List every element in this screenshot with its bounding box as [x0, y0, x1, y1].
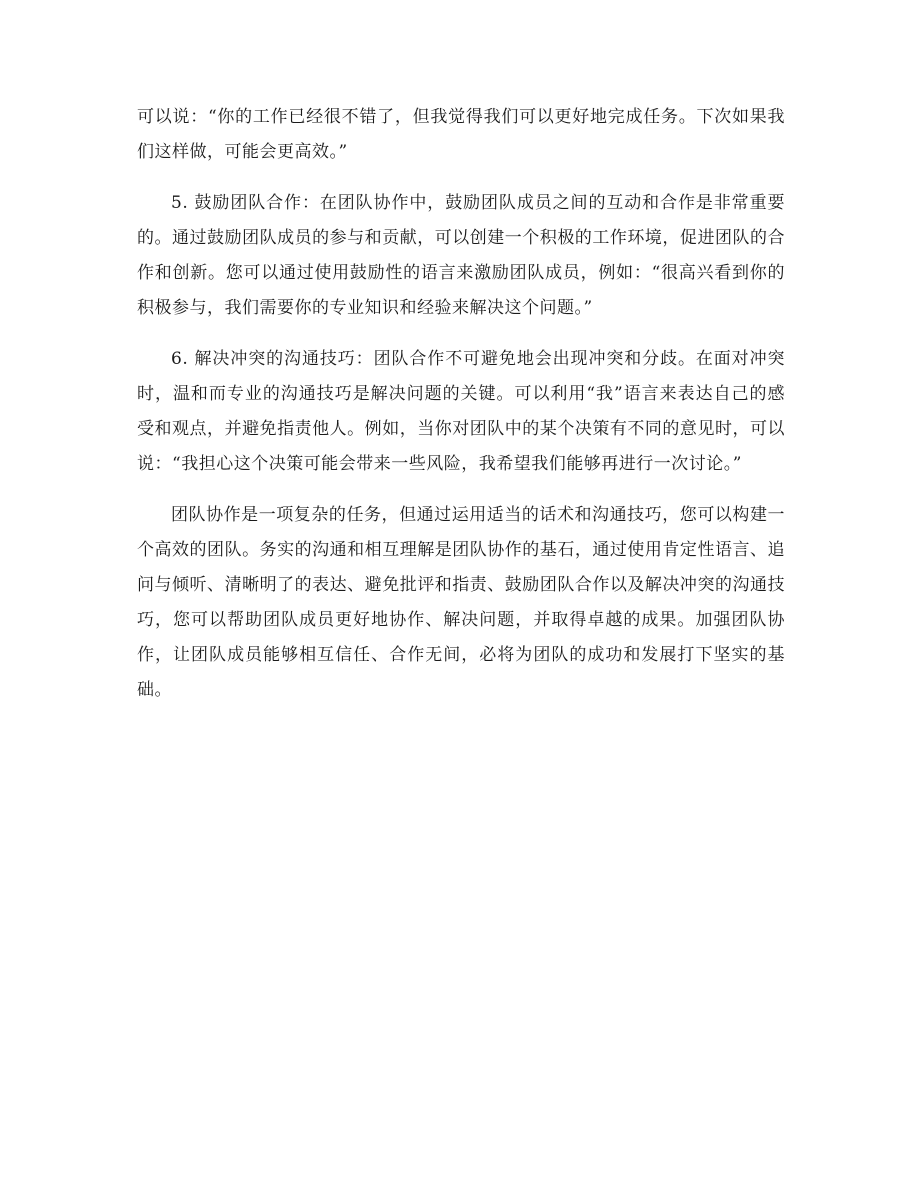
paragraph-conflict-resolution: 6. 解决冲突的沟通技巧：团队合作不可避免地会出现冲突和分歧。在面对冲突时，温和而专业的沟通技巧是解决问题的关键。可以利用“我”语言来表达自己的感受和观点，并避免指责他人。例如，当你对团队中的某个决策有不同的意见时，可以说：“我担心这个决策可能会带来一些风险，我希望我们能够再进行一次讨论。”: [137, 349, 785, 474]
document-body: [137, 100, 785, 724]
paragraph-conclusion: 团队协作是一项复杂的任务，但通过运用适当的话术和沟通技巧，您可以构建一个高效的团队。务实的沟通和相互理解是团队协作的基石，通过使用肯定性语言、追问与倾听、清晰明了的表达、避免批评和指责、鼓励团队合作以及解决冲突的沟通技巧，您可以帮助团队成员更好地协作、解决问题，并取得卓越的成果。加强团队协作，让团队成员能够相互信任、合作无间，必将为团队的成功和发展打下坚实的基础。: [137, 505, 785, 700]
paragraph-encourage-teamwork: 5. 鼓励团队合作：在团队协作中，鼓励团队成员之间的互动和合作是非常重要的。通过鼓励团队成员的参与和贡献，可以创建一个积极的工作环境，促进团队的合作和创新。您可以通过使用鼓励性的语言来激励团队成员，例如：“很高兴看到你的积极参与，我们需要你的专业知识和经验来解决这个问题。”: [137, 193, 785, 318]
paragraph-continuation: 可以说：“你的工作已经很不错了，但我觉得我们可以更好地完成任务。下次如果我们这样做，可能会更高效。”: [137, 107, 785, 162]
